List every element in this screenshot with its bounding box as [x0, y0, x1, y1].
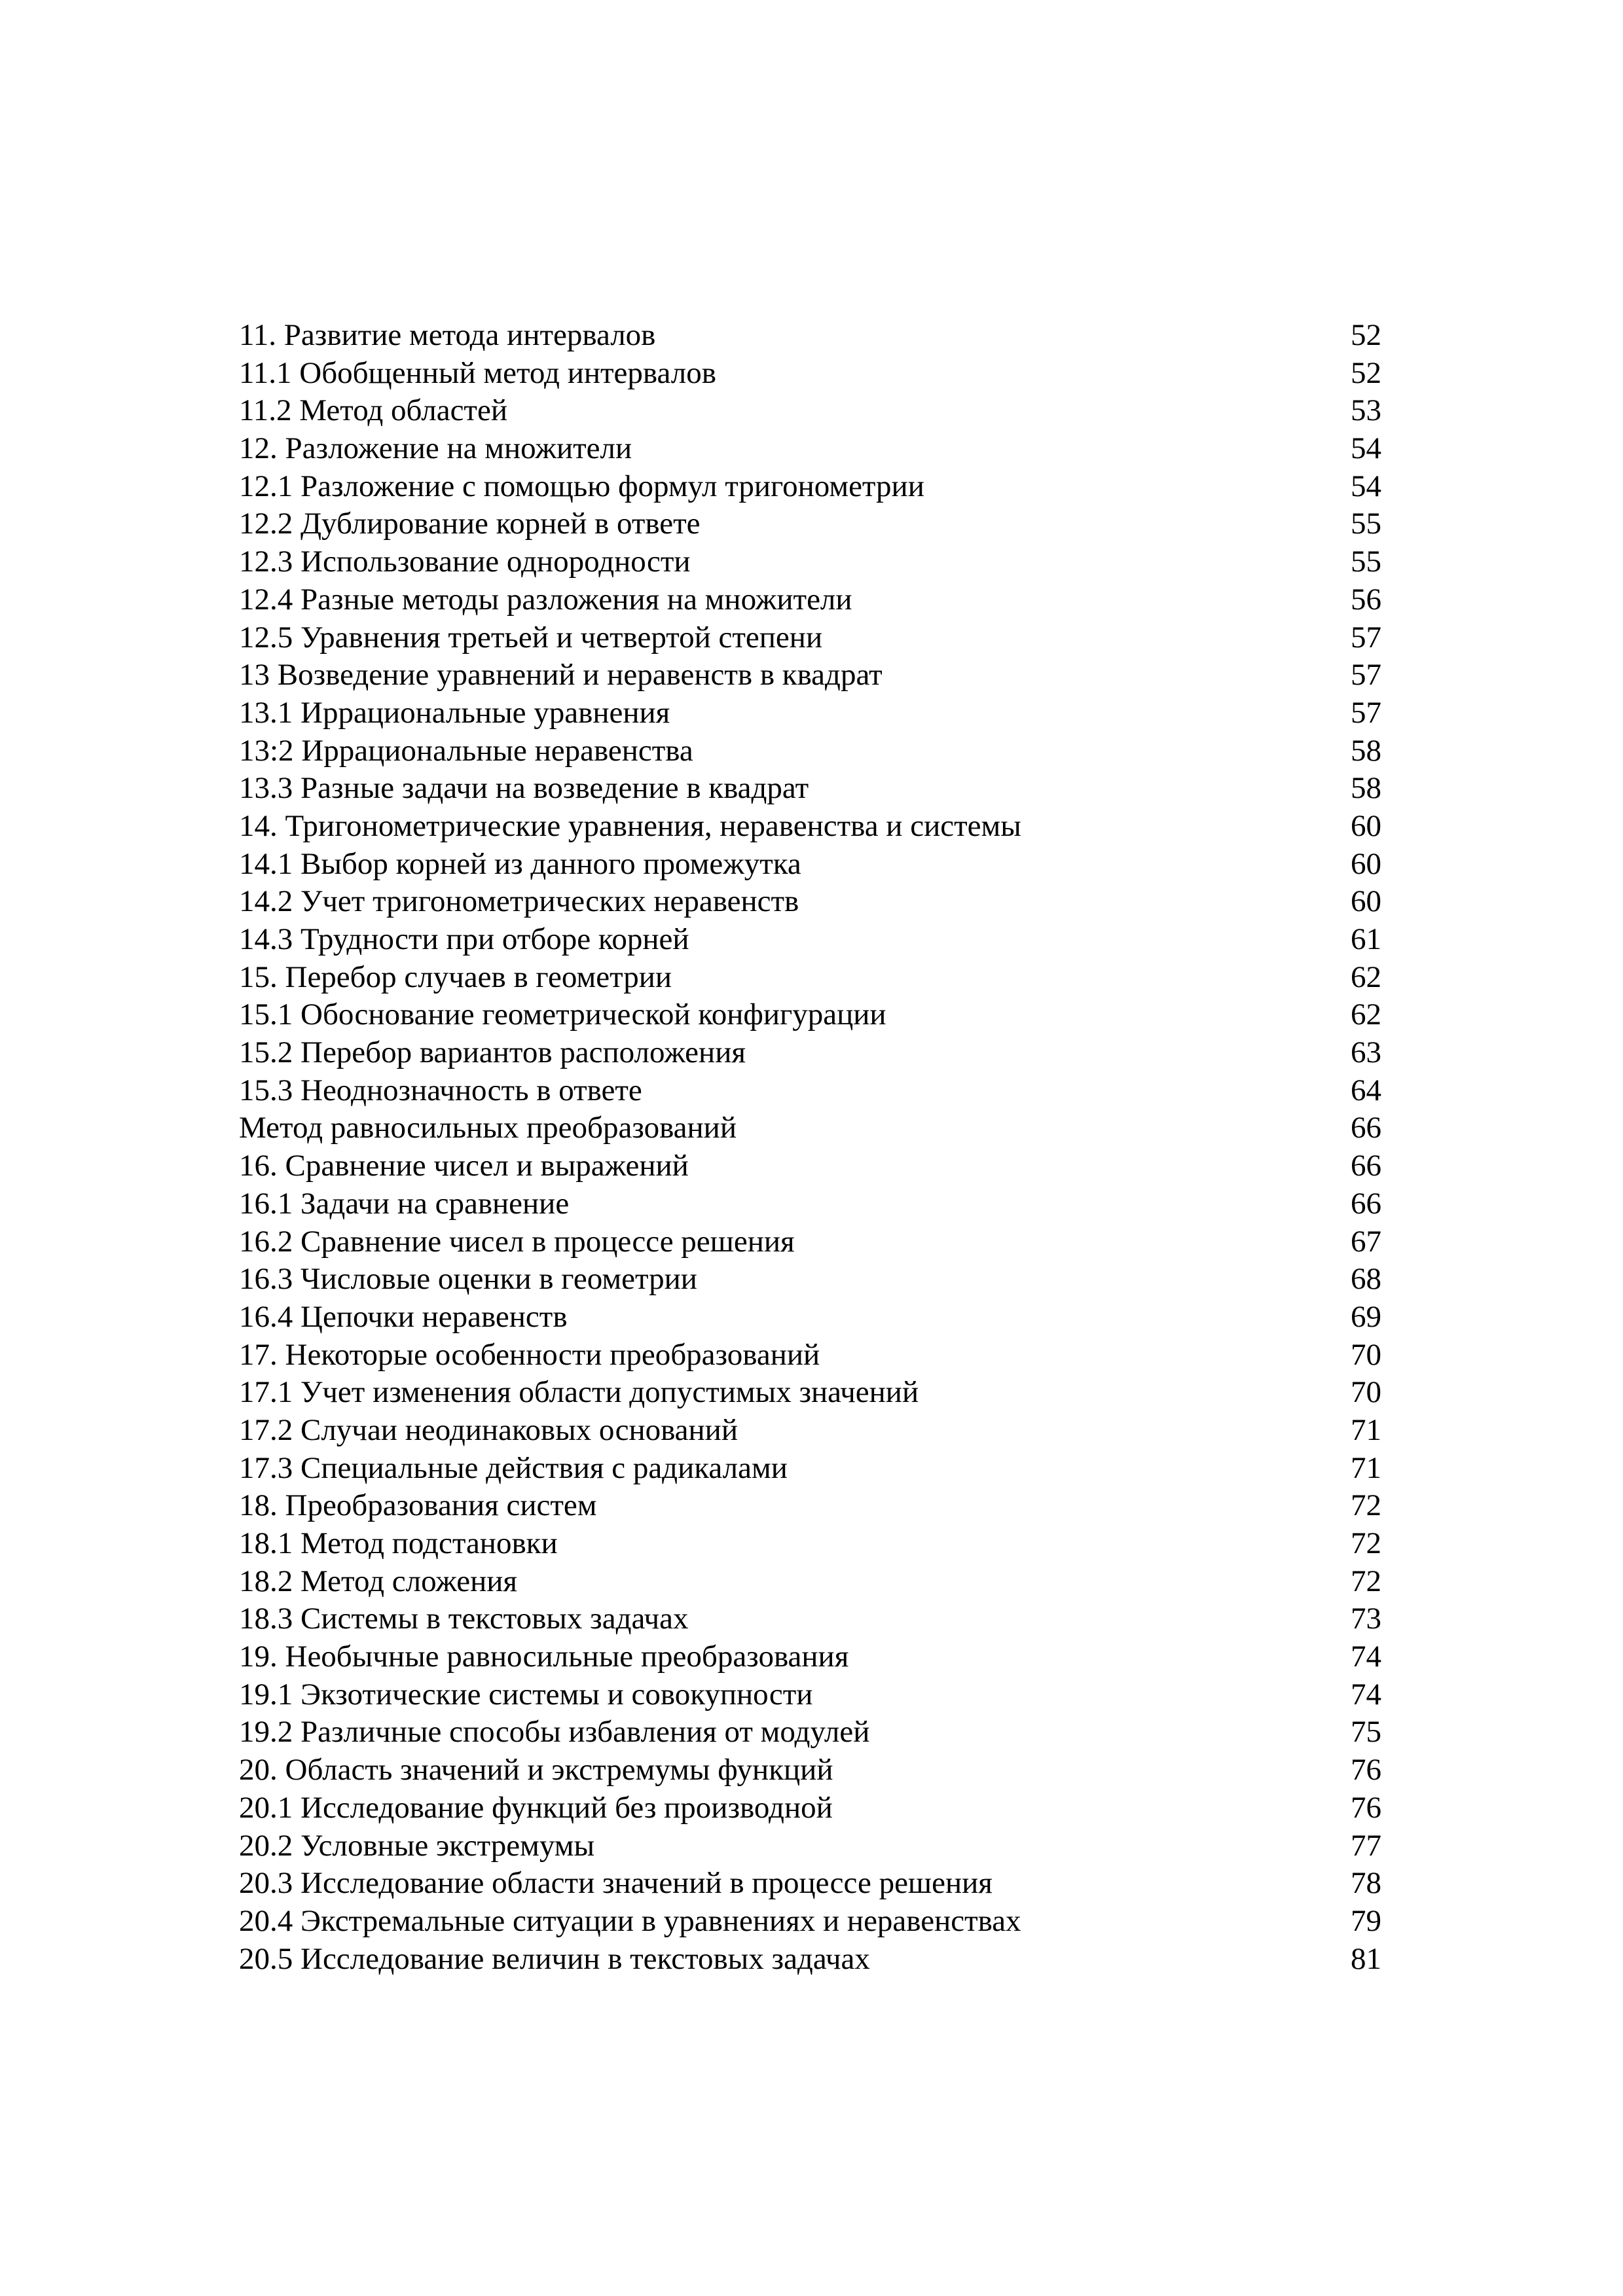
toc-entry-title: 18. Преобразования систем	[239, 1488, 597, 1523]
toc-entry	[239, 1412, 1381, 1450]
toc-entry-title: 13.3 Разные задачи на возведение в квадрат	[239, 771, 809, 806]
toc-entry	[239, 959, 1381, 997]
toc-entry-page-number: 53	[1351, 393, 1381, 428]
toc-entry-title: 20.3 Исследование области значений в процессе решения	[239, 1866, 993, 1901]
toc-entry	[239, 1713, 1381, 1751]
toc-entry-title: 13 Возведение уравнений и неравенств в квадрат	[239, 658, 883, 692]
toc-entry	[239, 846, 1381, 884]
toc-entry-page-number: 72	[1351, 1526, 1381, 1560]
toc-entry-title: 14.1 Выбор корней из данного промежутка	[239, 846, 801, 881]
toc-entry-page-number: 58	[1351, 771, 1381, 806]
toc-entry-title: 20.2 Условные экстремумы	[239, 1828, 595, 1863]
toc-entry	[239, 732, 1381, 770]
toc-entry	[239, 468, 1381, 506]
toc-entry	[239, 1525, 1381, 1563]
toc-entry	[239, 1487, 1381, 1525]
toc-entry-title: 16.3 Числовые оценки в геометрии	[239, 1262, 697, 1297]
toc-entry-title: 20.5 Исследование величин в текстовых задачах	[239, 1941, 870, 1976]
toc-entry-title: 16.4 Цепочки неравенств	[239, 1299, 568, 1334]
toc-entry-page-number: 76	[1351, 1753, 1381, 1787]
toc-entry-title: 16.2 Сравнение чисел в процессе решения	[239, 1224, 795, 1259]
toc-entry-title: 17. Некоторые особенности преобразований	[239, 1337, 820, 1372]
toc-entry-page-number: 66	[1351, 1111, 1381, 1145]
toc-entry-page-number: 70	[1351, 1375, 1381, 1410]
toc-entry-page-number: 55	[1351, 545, 1381, 579]
toc-entry-title: 13:2 Иррациональные неравенства	[239, 733, 693, 768]
toc-entry-title: 19.1 Экзотические системы и совокупности	[239, 1677, 813, 1712]
toc-entry-page-number: 71	[1351, 1450, 1381, 1485]
toc-entry-page-number: 78	[1351, 1866, 1381, 1901]
toc-entry-title: 20.4 Экстремальные ситуации в уравнениях и неравенствах	[239, 1903, 1021, 1938]
toc-entry-page-number: 57	[1351, 658, 1381, 692]
toc-entry	[239, 1374, 1381, 1412]
toc-entry-title: 12.1 Разложение с помощью формул тригонометрии	[239, 469, 924, 503]
toc-entry	[239, 996, 1381, 1034]
toc-entry-page-number: 57	[1351, 695, 1381, 730]
toc-entry-page-number: 70	[1351, 1337, 1381, 1372]
toc-entry	[239, 883, 1381, 921]
toc-entry	[239, 505, 1381, 543]
toc-entry-page-number: 81	[1351, 1941, 1381, 1976]
toc-entry-title: 15.1 Обоснование геометрической конфигурации	[239, 997, 886, 1032]
toc-entry-page-number: 77	[1351, 1828, 1381, 1863]
table-of-contents	[239, 317, 1381, 1978]
toc-entry-title: 19.2 Различные способы избавления от модулей	[239, 1715, 870, 1749]
toc-entry-title: 11. Развитие метода интервалов	[239, 318, 656, 352]
toc-entry	[239, 1563, 1381, 1601]
toc-entry-title: 18.3 Системы в текстовых задачах	[239, 1602, 689, 1636]
toc-entry-title: 17.1 Учет изменения области допустимых значений	[239, 1375, 919, 1410]
toc-entry	[239, 317, 1381, 355]
toc-entry-title: 13.1 Иррациональные уравнения	[239, 695, 670, 730]
toc-entry-title: 19. Необычные равносильные преобразования	[239, 1640, 849, 1674]
toc-entry-title: 12.3 Использование однородности	[239, 545, 691, 579]
toc-entry-page-number: 66	[1351, 1149, 1381, 1183]
toc-entry	[239, 921, 1381, 959]
toc-entry-title: 17.3 Специальные действия с радикалами	[239, 1450, 788, 1485]
toc-entry	[239, 1072, 1381, 1110]
toc-entry	[239, 355, 1381, 393]
toc-entry	[239, 430, 1381, 468]
toc-entry	[239, 770, 1381, 808]
toc-entry-title: 11.2 Метод областей	[239, 393, 507, 428]
toc-entry-page-number: 64	[1351, 1073, 1381, 1107]
toc-entry-page-number: 62	[1351, 997, 1381, 1032]
toc-entry-title: 18.1 Метод подстановки	[239, 1526, 558, 1560]
toc-entry	[239, 1336, 1381, 1374]
toc-entry	[239, 1450, 1381, 1488]
toc-entry-page-number: 68	[1351, 1262, 1381, 1297]
toc-entry-page-number: 76	[1351, 1790, 1381, 1825]
toc-entry	[239, 1827, 1381, 1865]
toc-entry	[239, 543, 1381, 581]
toc-entry-title: 12.5 Уравнения третьей и четвертой степени	[239, 620, 823, 655]
toc-entry	[239, 1185, 1381, 1223]
toc-entry-page-number: 72	[1351, 1564, 1381, 1598]
toc-entry	[239, 1299, 1381, 1336]
toc-entry-page-number: 75	[1351, 1715, 1381, 1749]
toc-entry-title: 14.3 Трудности при отборе корней	[239, 922, 689, 956]
toc-entry	[239, 1600, 1381, 1638]
toc-entry	[239, 1638, 1381, 1676]
toc-entry-title: 16.1 Задачи на сравнение	[239, 1186, 570, 1221]
toc-entry	[239, 619, 1381, 657]
toc-entry	[239, 808, 1381, 846]
toc-entry-page-number: 73	[1351, 1602, 1381, 1636]
toc-entry-title: 15. Перебор случаев в геометрии	[239, 960, 672, 994]
toc-entry-title: 12.2 Дублирование корней в ответе	[239, 507, 701, 541]
toc-entry-page-number: 63	[1351, 1035, 1381, 1070]
toc-entry-page-number: 55	[1351, 507, 1381, 541]
toc-entry	[239, 1941, 1381, 1979]
toc-entry	[239, 392, 1381, 430]
toc-entry-title: 14. Тригонометрические уравнения, неравенства и системы	[239, 808, 1021, 843]
toc-entry-title: 12.4 Разные методы разложения на множители	[239, 582, 852, 617]
toc-entry-page-number: 52	[1351, 355, 1381, 390]
toc-entry-title: 14.2 Учет тригонометрических неравенств	[239, 884, 799, 919]
toc-entry	[239, 1147, 1381, 1185]
toc-entry-title: 20.1 Исследование функций без производной	[239, 1790, 833, 1825]
toc-entry-page-number: 54	[1351, 431, 1381, 466]
toc-entry-title: 16. Сравнение чисел и выражений	[239, 1149, 689, 1183]
toc-entry-title: 15.2 Перебор вариантов расположения	[239, 1035, 746, 1070]
toc-entry	[239, 1034, 1381, 1072]
toc-entry-page-number: 69	[1351, 1299, 1381, 1334]
toc-entry-page-number: 54	[1351, 469, 1381, 503]
toc-entry-title: 15.3 Неоднозначность в ответе	[239, 1073, 642, 1107]
toc-entry-page-number: 72	[1351, 1488, 1381, 1523]
toc-entry-page-number: 66	[1351, 1186, 1381, 1221]
toc-entry-page-number: 60	[1351, 884, 1381, 919]
toc-entry-title: 11.1 Обобщенный метод интервалов	[239, 355, 716, 390]
toc-entry	[239, 1223, 1381, 1261]
toc-entry	[239, 656, 1381, 694]
toc-entry	[239, 1865, 1381, 1903]
toc-entry-page-number: 67	[1351, 1224, 1381, 1259]
toc-entry-title: 17.2 Случаи неодинаковых оснований	[239, 1412, 738, 1447]
toc-entry-page-number: 74	[1351, 1640, 1381, 1674]
toc-entry-page-number: 60	[1351, 808, 1381, 843]
toc-entry	[239, 694, 1381, 732]
toc-entry-page-number: 71	[1351, 1412, 1381, 1447]
toc-entry	[239, 1903, 1381, 1941]
toc-entry-page-number: 74	[1351, 1677, 1381, 1712]
toc-entry	[239, 1789, 1381, 1827]
toc-entry	[239, 1751, 1381, 1789]
toc-entry-title: Метод равносильных преобразований	[239, 1111, 737, 1145]
toc-entry-page-number: 52	[1351, 318, 1381, 352]
toc-entry-page-number: 62	[1351, 960, 1381, 994]
toc-entry-page-number: 58	[1351, 733, 1381, 768]
toc-entry-page-number: 79	[1351, 1903, 1381, 1938]
toc-entry-page-number: 60	[1351, 846, 1381, 881]
toc-entry-page-number: 61	[1351, 922, 1381, 956]
toc-entry	[239, 1676, 1381, 1714]
toc-entry-title: 18.2 Метод сложения	[239, 1564, 518, 1598]
toc-entry	[239, 581, 1381, 619]
toc-entry-title: 20. Область значений и экстремумы функций	[239, 1753, 833, 1787]
toc-entry-title: 12. Разложение на множители	[239, 431, 632, 466]
toc-entry	[239, 1109, 1381, 1147]
toc-entry-page-number: 57	[1351, 620, 1381, 655]
toc-entry-page-number: 56	[1351, 582, 1381, 617]
toc-entry	[239, 1261, 1381, 1299]
